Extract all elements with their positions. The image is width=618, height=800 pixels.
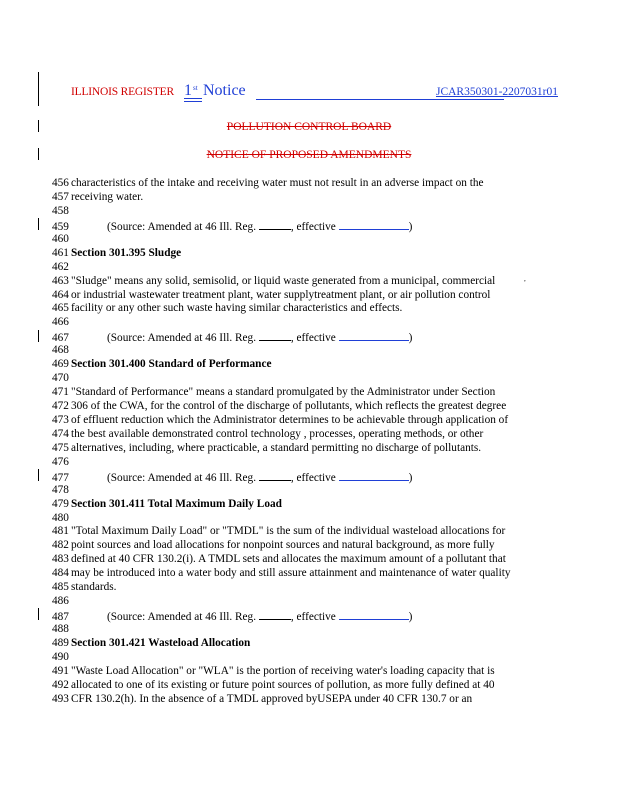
line-text: of effluent reduction which the Administrator determines to be achievable through application of xyxy=(71,413,509,426)
line-number: 475 xyxy=(52,441,69,454)
line-number: 485 xyxy=(52,581,69,594)
document-line xyxy=(52,693,552,707)
document-line xyxy=(52,233,552,247)
document-line xyxy=(52,302,552,316)
line-text: point sources and load allocations for nonpoint sources and natural background, as more fully xyxy=(71,539,495,552)
document-line xyxy=(52,400,552,414)
line-number: 471 xyxy=(52,386,69,399)
document-line xyxy=(52,428,552,442)
line-number: 482 xyxy=(52,539,69,552)
line-number: 479 xyxy=(52,497,69,510)
line-number: 465 xyxy=(52,302,69,315)
line-text: or industrial wastewater treatment plant, water supplytreatment plant, or air pollution control xyxy=(71,288,491,301)
line-number: 476 xyxy=(52,455,69,468)
line-text: allocated to one of its existing or future point sources of pollution, as more fully defined at 40 xyxy=(71,678,495,691)
document-line xyxy=(52,609,552,623)
document-line xyxy=(52,539,552,553)
line-text: "Total Maximum Daily Load" or "TMDL" is the sum of the individual wasteload allocations for xyxy=(71,525,506,538)
line-number: 458 xyxy=(52,204,69,217)
line-number: 484 xyxy=(52,567,69,580)
line-number: 483 xyxy=(52,553,69,566)
effective-date-blank xyxy=(339,219,409,230)
document-line xyxy=(52,316,552,330)
source-effective-label: , effective xyxy=(290,471,339,484)
header-rule xyxy=(256,99,504,100)
line-number: 464 xyxy=(52,288,69,301)
section-heading: Section 301.411 Total Maximum Daily Load xyxy=(71,497,282,510)
volume-blank xyxy=(259,470,291,481)
source-effective-label: , effective xyxy=(290,220,339,233)
section-heading: Section 301.395 Sludge xyxy=(71,246,182,259)
section-heading-line xyxy=(52,247,552,261)
line-number: 461 xyxy=(52,246,69,259)
line-text: "Sludge" means any solid, semisolid, or liquid waste generated from a municipal, commercial xyxy=(71,274,496,287)
section-heading-line xyxy=(52,637,552,651)
line-number: 480 xyxy=(52,511,69,524)
line-text: facility or any other such waste having similar characteristics and effects. xyxy=(71,302,403,315)
line-number: 459 xyxy=(52,220,69,233)
source-prefix: (Source: Amended at 46 Ill. Reg. xyxy=(107,332,259,345)
source-effective-label: , effective xyxy=(290,332,339,345)
source-close: ) xyxy=(408,332,413,345)
line-number: 492 xyxy=(52,678,69,691)
line-text: may be introduced into a water body and still assure attainment and maintenance of water quality xyxy=(71,567,511,580)
line-number: 486 xyxy=(52,595,69,608)
document-line xyxy=(52,372,552,386)
page-number-suffix: st xyxy=(193,84,198,92)
line-text: characteristics of the intake and receiving water must not result in an adverse impact on the xyxy=(71,177,484,189)
document-line xyxy=(52,414,552,428)
document-line xyxy=(52,525,552,539)
notice-title: NOTICE OF PROPOSED AMENDMENTS xyxy=(206,149,412,161)
document-line xyxy=(52,219,552,233)
document-line xyxy=(52,679,552,693)
line-text: the best available demonstrated control technology , processes, operating methods, or other xyxy=(71,427,484,440)
line-number: 477 xyxy=(52,471,69,484)
document-line xyxy=(52,344,552,358)
board-name: POLLUTION CONTROL BOARD xyxy=(226,121,392,133)
line-text: CFR 130.2(h). In the absence of a TMDL approved byUSEPA under 40 CFR 130.7 or an xyxy=(71,692,473,705)
register-header xyxy=(71,82,558,106)
section-heading-line xyxy=(52,498,552,512)
document-line xyxy=(52,205,552,219)
line-number: 457 xyxy=(52,190,69,203)
effective-date-blank xyxy=(339,609,409,620)
change-bar xyxy=(38,608,39,620)
line-number: 460 xyxy=(52,232,69,245)
section-heading: Section 301.421 Wasteload Allocation xyxy=(71,636,251,649)
source-prefix: (Source: Amended at 46 Ill. Reg. xyxy=(107,471,259,484)
line-number: 474 xyxy=(52,427,69,440)
line-number: 489 xyxy=(52,636,69,649)
anchor-mark: , xyxy=(524,274,526,283)
document-line xyxy=(52,442,552,456)
volume-blank xyxy=(259,330,291,341)
page-number: 1 xyxy=(184,82,192,99)
source-close: ) xyxy=(408,471,413,484)
notice-label: Notice xyxy=(203,82,246,99)
line-number: 481 xyxy=(52,525,69,538)
line-text: defined at 40 CFR 130.2(i). A TMDL sets and allocates the maximum amount of a pollutant that xyxy=(71,553,506,566)
volume-blank xyxy=(259,219,291,230)
document-line xyxy=(52,581,552,595)
document-line xyxy=(52,456,552,470)
change-bar xyxy=(38,469,39,481)
line-number: 473 xyxy=(52,413,69,426)
document-body xyxy=(52,177,552,707)
volume-blank xyxy=(259,609,291,620)
source-close: ) xyxy=(408,220,413,233)
section-heading: Section 301.400 Standard of Performance xyxy=(71,358,272,371)
line-text: alternatives, including, where practicable, a standard permitting no discharge of pollutants. xyxy=(71,441,482,454)
line-number: 488 xyxy=(52,623,69,635)
document-line xyxy=(52,386,552,400)
document-line xyxy=(52,289,552,303)
document-line xyxy=(52,553,552,567)
line-number: 491 xyxy=(52,664,69,677)
document-line xyxy=(52,665,552,679)
document-line xyxy=(52,567,552,581)
document-line xyxy=(52,330,552,344)
register-name: ILLINOIS REGISTER xyxy=(71,86,174,98)
document-line xyxy=(52,651,552,665)
line-number: 490 xyxy=(52,650,69,663)
source-effective-label: , effective xyxy=(290,611,339,624)
double-underline xyxy=(184,98,202,102)
line-text: standards. xyxy=(71,581,117,594)
document-line xyxy=(52,595,552,609)
effective-date-blank xyxy=(339,470,409,481)
line-number: 456 xyxy=(52,177,69,189)
section-heading-line xyxy=(52,358,552,372)
document-line xyxy=(52,261,552,275)
line-number: 466 xyxy=(52,316,69,329)
change-bar xyxy=(38,72,39,106)
line-number: 478 xyxy=(52,483,69,496)
effective-date-blank xyxy=(339,330,409,341)
line-number: 470 xyxy=(52,372,69,385)
document-line xyxy=(52,484,552,498)
document-line xyxy=(52,512,552,526)
change-bar xyxy=(38,330,39,342)
line-number: 493 xyxy=(52,692,69,705)
document-line xyxy=(52,623,552,637)
document-line xyxy=(52,275,552,289)
line-text: "Waste Load Allocation" or "WLA" is the portion of receiving water's loading capacity that is xyxy=(71,664,495,677)
line-number: 487 xyxy=(52,611,69,624)
line-number: 472 xyxy=(52,400,69,412)
source-close: ) xyxy=(408,611,413,624)
line-text: receiving water. xyxy=(71,190,144,203)
line-number: 467 xyxy=(52,332,69,345)
source-prefix: (Source: Amended at 46 Ill. Reg. xyxy=(107,611,259,624)
line-number: 462 xyxy=(52,260,69,273)
change-bar xyxy=(38,218,39,230)
document-line xyxy=(52,177,552,191)
line-number: 468 xyxy=(52,344,69,357)
document-line xyxy=(52,470,552,484)
document-line xyxy=(52,191,552,205)
line-number: 469 xyxy=(52,358,69,371)
line-text: "Standard of Performance" means a standard promulgated by the Administrator under Section xyxy=(71,386,496,399)
source-prefix: (Source: Amended at 46 Ill. Reg. xyxy=(107,220,259,233)
line-text: 306 of the CWA, for the control of the discharge of pollutants, which reflects the greatest degree xyxy=(71,400,507,412)
document-id: JCAR350301-2207031r01 xyxy=(435,86,558,98)
line-number: 463 xyxy=(52,274,69,287)
